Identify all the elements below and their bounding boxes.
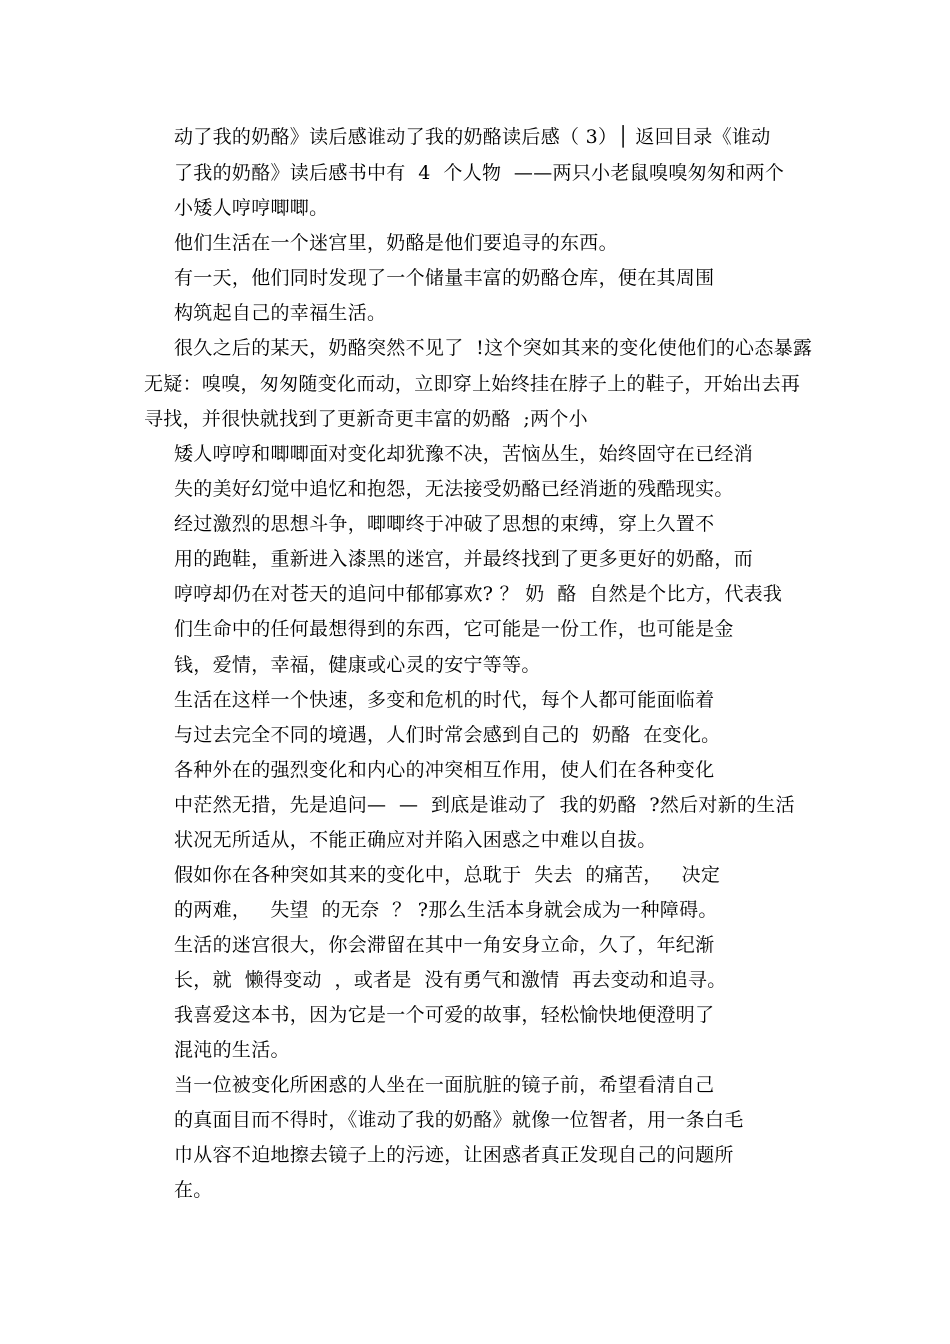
text-line: 构筑起自己的幸福生活。: [174, 302, 387, 324]
text-line: 们生命中的任何最想得到的东西，它可能是一份工作，也可能是金: [174, 618, 734, 640]
text-line: 生活的迷宫很大，你会滞留在其中一角安身立命，久了，年纪渐: [174, 934, 715, 956]
text-line: 状况无所适从，不能正确应对并陷入困惑之中难以自拔。: [174, 829, 657, 851]
text-line: 哼哼却仍在对苍天的追问中郁郁寡欢? ？ 奶 酪 自然是个比方，代表我: [174, 583, 783, 605]
text-line: 的两难， 失望 的无奈 ？ ?那么生活本身就会成为一种障碍。: [174, 899, 718, 921]
text-line: 与过去完全不同的境遇，人们时常会感到自己的 奶酪 在变化。: [174, 724, 721, 746]
text-line: 长，就 懒得变动 ，或者是 没有勇气和激情 再去变动和追寻。: [174, 969, 727, 991]
text-line: 他们生活在一个迷宫里，奶酪是他们要追寻的东西。: [174, 232, 618, 254]
text-line: 假如你在各种突如其来的变化中，总耽于 失去 的痛苦， 决定: [174, 864, 721, 886]
text-line: 了我的奶酪》读后感书中有 4 个人物 ——两只小老鼠嗅嗅匆匆和两个: [174, 162, 785, 184]
text-line: 巾从容不迫地擦去镜子上的污迹，让困惑者真正发现自己的问题所: [174, 1144, 734, 1166]
text-line: 动了我的奶酪》读后感谁动了我的奶酪读后感（ 3）│ 返回目录《谁动: [174, 126, 771, 148]
text-line: 用的跑鞋，重新进入漆黑的迷宫，并最终找到了更多更好的奶酪，而: [174, 548, 754, 570]
text-line: 矮人哼哼和唧唧面对变化却犹豫不决，苦恼丛生，始终固守在已经消: [174, 443, 754, 465]
text-line: 经过激烈的思想斗争，唧唧终于冲破了思想的束缚，穿上久置不: [174, 513, 715, 535]
text-line: 无疑：嗅嗅，匆匆随变化而动，立即穿上始终挂在脖子上的鞋子，开始出去再: [144, 373, 801, 395]
text-line: 我喜爱这本书，因为它是一个可爱的故事，轻松愉快地便澄明了: [174, 1004, 715, 1026]
text-line: 寻找，并很快就找到了更新奇更丰富的奶酪 ;两个小: [144, 408, 588, 430]
text-line: 各种外在的强烈变化和内心的冲突相互作用，使人们在各种变化: [174, 759, 715, 781]
text-line: 很久之后的某天，奶酪突然不见了 !这个突如其来的变化使他们的心态暴露: [174, 337, 813, 359]
text-line: 有一天，他们同时发现了一个储量丰富的奶酪仓库，便在其周围: [174, 267, 715, 289]
text-line: 当一位被变化所困惑的人坐在一面肮脏的镜子前，希望看清自己: [174, 1074, 715, 1096]
text-line: 生活在这样一个快速，多变和危机的时代，每个人都可能面临着: [174, 689, 715, 711]
text-line: 钱，爱情，幸福，健康或心灵的安宁等等。: [174, 654, 541, 676]
text-line: 中茫然无措，先是追问— — 到底是谁动了 我的奶酪 ?然后对新的生活: [174, 794, 795, 816]
text-line: 失的美好幻觉中追忆和抱怨，无法接受奶酪已经消逝的残酷现实。: [174, 478, 734, 500]
text-line: 混沌的生活。: [174, 1039, 290, 1061]
text-line: 的真面目而不得时，《谁动了我的奶酪》就像一位智者，用一条白毛: [174, 1109, 744, 1131]
text-line: 在。: [174, 1179, 213, 1201]
text-line: 小矮人哼哼唧唧。: [174, 197, 329, 219]
